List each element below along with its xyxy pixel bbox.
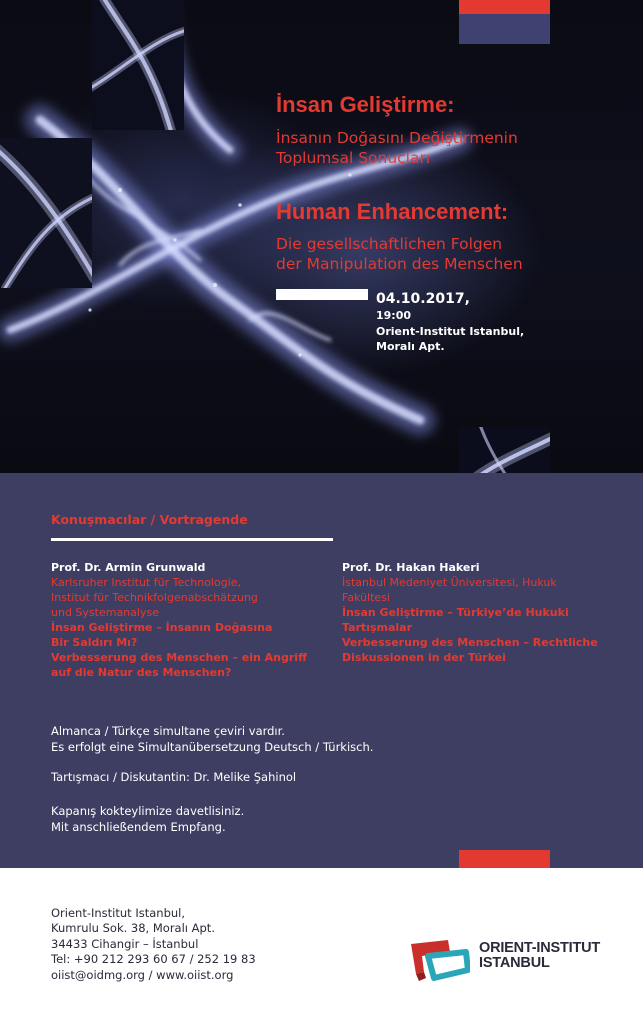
talk-title-line: Diskussionen in der Türkei (342, 651, 506, 664)
flag-red-block (459, 0, 550, 14)
event-venue: Orient-Institut Istanbul, (376, 324, 525, 338)
translation-note (51, 724, 373, 755)
logo-wordmark-line: ISTANBUL (479, 955, 550, 971)
talk-title-line: İnsan Geliştirme – Türkiye’de Hukuki (342, 606, 569, 619)
speaker-card (51, 560, 321, 680)
subtitle-german (276, 234, 606, 274)
talk-title-line: auf die Natur des Menschen? (51, 666, 232, 679)
speaker-name: Prof. Dr. Armin Grunwald (51, 561, 206, 574)
helix-inset-left (0, 138, 92, 288)
flag-blue-block (459, 14, 550, 44)
subtitle-turkish-line: Toplumsal Sonuçları (276, 149, 431, 167)
talk-title-line: Tartışmalar (342, 621, 413, 634)
subtitle-turkish-line: İnsanın Doğasını Değiştirmenin (276, 129, 518, 147)
address-line: 34433 Cihangir – İstanbul (51, 936, 199, 951)
subtitle-turkish (276, 128, 606, 168)
speaker-affiliation-line: und Systemanalyse (51, 606, 159, 619)
discussant-note: Tartışmacı / Diskutantin: Dr. Melike Şahinol (51, 770, 297, 784)
heading-divider (51, 538, 333, 541)
title-german: Human Enhancement: (276, 199, 509, 224)
event-time: 19:00 (376, 309, 412, 322)
email-web-line: oiist@oidmg.org / www.oiist.org (51, 967, 234, 982)
speaker-card (342, 560, 612, 665)
speaker-affiliation-line: Institut für Technikfolgenabschätzung (51, 591, 258, 604)
address-line: Kumrulu Sok. 38, Moralı Apt. (51, 921, 215, 936)
subtitle-german-line: der Manipulation des Menschen (276, 255, 523, 273)
reception-note (51, 804, 244, 835)
orient-institut-logo-icon (408, 938, 470, 982)
logo-wordmark-line: ORIENT-INSTITUT (479, 940, 601, 956)
reception-note-line: Mit anschließendem Empfang. (51, 819, 226, 834)
reception-note-line: Kapanış kokteylimize davetlisiniz. (51, 804, 245, 818)
speaker-affiliation-line: İstanbul Medeniyet Üniversitesi, Hukuk (342, 576, 557, 589)
flag-red-strip (459, 850, 550, 868)
speaker-name: Prof. Dr. Hakan Hakeri (342, 561, 480, 574)
address-line: Orient-Institut Istanbul, (51, 906, 186, 920)
contact-address (51, 906, 256, 983)
talk-title-line: Bir Saldırı Mı? (51, 636, 138, 649)
event-building: Moralı Apt. (376, 340, 445, 353)
date-marker-bar (276, 289, 368, 300)
talk-title-line: İnsan Geliştirme – İnsanın Doğasına (51, 621, 273, 634)
program-section (0, 473, 643, 868)
helix-inset-bottom-right (459, 427, 550, 473)
footer (0, 868, 643, 1024)
helix-inset-image (0, 138, 92, 288)
subtitle-german-line: Die gesellschaftlichen Folgen (276, 235, 503, 253)
helix-inset-image (459, 427, 550, 473)
title-turkish: İnsan Geliştirme: (276, 92, 455, 117)
translation-note-line: Almanca / Türkçe simultane çeviri vardır. (51, 724, 285, 738)
talk-title-line: Verbesserung des Menschen – Rechtliche (342, 636, 598, 649)
speaker-affiliation-line: Karlsruher Institut für Technologie, (51, 576, 242, 589)
event-details (376, 290, 524, 355)
helix-inset-top (92, 0, 184, 130)
speakers-heading: Konuşmacılar / Vortragende (51, 512, 248, 527)
phone-line: Tel: +90 212 293 60 67 / 252 19 83 (51, 952, 256, 967)
hero-banner (0, 0, 643, 473)
translation-note-line: Es erfolgt eine Simultanübersetzung Deutsch / Türkisch. (51, 739, 374, 754)
logo-wordmark (479, 941, 600, 971)
speaker-affiliation-line: Fakültesi (342, 591, 390, 604)
helix-inset-image (92, 0, 184, 130)
event-date: 04.10.2017, (376, 291, 470, 307)
talk-title-line: Verbesserung des Menschen – ein Angriff (51, 651, 307, 664)
